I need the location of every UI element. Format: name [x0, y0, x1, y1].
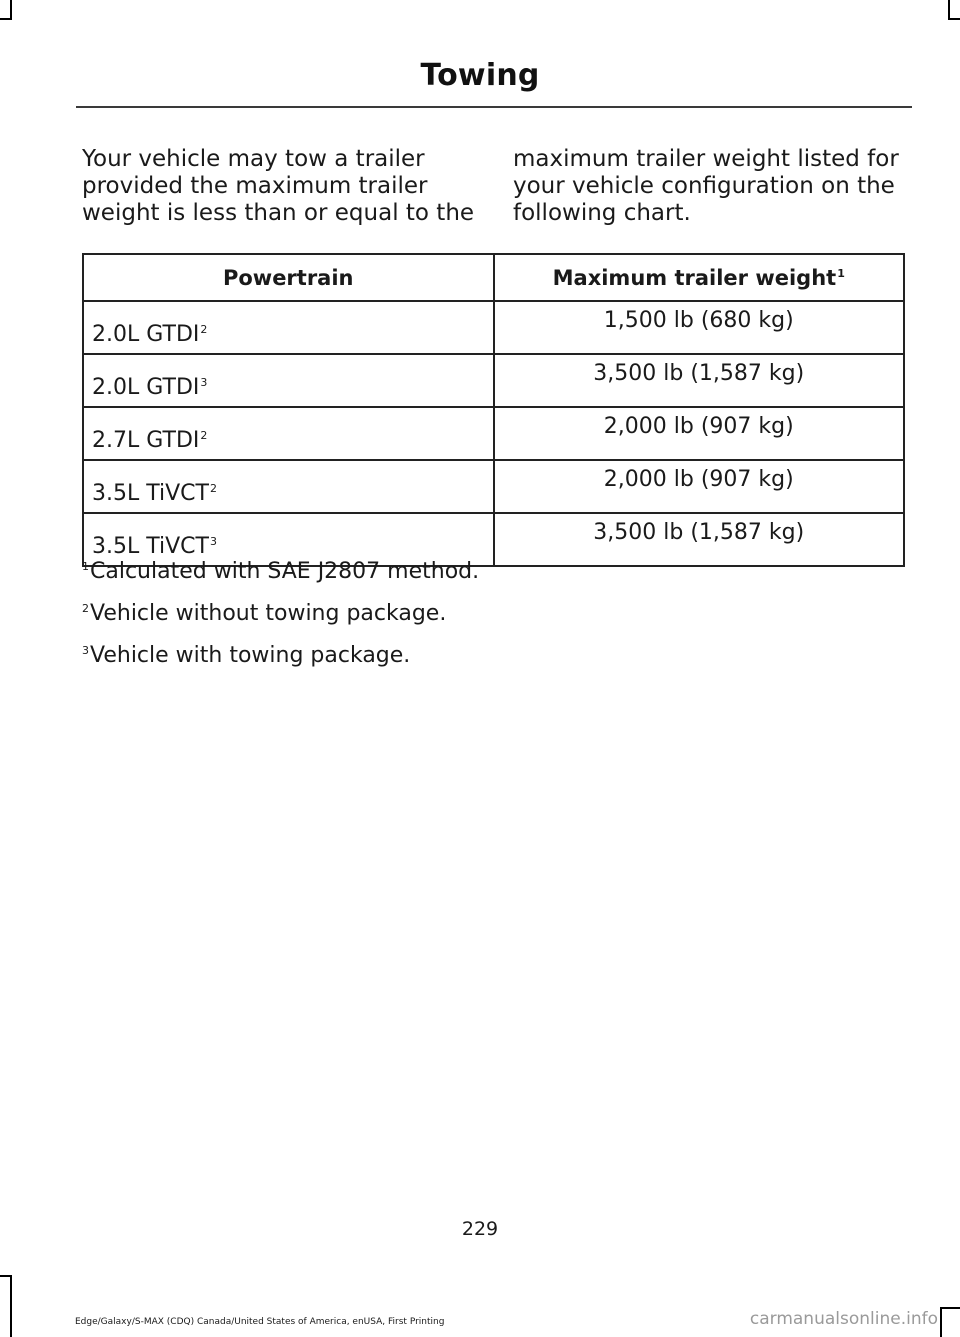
- intro-text-right: maximum trailer weight listed for your vehicle configuration on the following chart.: [513, 146, 899, 226]
- footnote-ref: 2: [209, 481, 217, 495]
- crop-mark: [10, 1277, 12, 1337]
- powertrain-cell: 2.0L GTDI$^3$: [83, 354, 494, 407]
- weight-cell: 3,500 lb (1,587 kg): [494, 354, 905, 407]
- footnote-mark: 2: [82, 601, 89, 615]
- watermark: carmanualsonline.info: [749, 1309, 938, 1329]
- crop-mark: [10, 0, 12, 20]
- intro-text-left: Your vehicle may tow a trailer provided the maximum trailer weight is less than or equal to the: [82, 146, 475, 226]
- header-max-weight: Maximum trailer weight$^1$: [494, 254, 905, 301]
- footnote-ref: 2: [200, 428, 208, 442]
- header-divider: [76, 106, 912, 108]
- crop-mark: [0, 18, 12, 20]
- crop-mark: [940, 1309, 942, 1337]
- footnote-ref: 1: [837, 266, 845, 280]
- powertrain-cell: 2.0L GTDI$^2$: [83, 301, 494, 354]
- footnote-mark: 3: [82, 643, 89, 657]
- table-row: [83, 407, 904, 460]
- crop-mark: [940, 1307, 960, 1309]
- table-row: [83, 460, 904, 513]
- footnote-mark: 1: [82, 559, 89, 573]
- intro-paragraph: [82, 146, 908, 227]
- page-title: Towing: [420, 58, 540, 93]
- footnote: $^3$Vehicle with towing package.: [82, 643, 411, 668]
- powertrain-cell: 3.5L TiVCT$^3$: [83, 513, 494, 566]
- powertrain-cell: 2.7L GTDI$^2$: [83, 407, 494, 460]
- footnote-ref: 3: [209, 534, 217, 548]
- weight-cell: 3,500 lb (1,587 kg): [494, 513, 905, 566]
- weight-cell: 1,500 lb (680 kg): [494, 301, 905, 354]
- footnotes: [82, 556, 479, 682]
- weight-cell: 2,000 lb (907 kg): [494, 460, 905, 513]
- footnote: $^2$Vehicle without towing package.: [82, 601, 447, 626]
- header-powertrain: Powertrain: [83, 254, 494, 301]
- crop-mark: [948, 18, 960, 20]
- footnote-ref: 2: [200, 322, 208, 336]
- trailer-weight-table: [82, 253, 905, 567]
- table-row: [83, 301, 904, 354]
- weight-cell: 2,000 lb (907 kg): [494, 407, 905, 460]
- print-imprint: Edge/Galaxy/S-MAX (CDQ) Canada/United States of America, enUSA, First Printing: [75, 1317, 445, 1327]
- page-number: 229: [461, 1218, 499, 1240]
- crop-mark: [0, 1275, 12, 1277]
- table-row: [83, 354, 904, 407]
- crop-mark: [948, 0, 950, 20]
- powertrain-cell: 3.5L TiVCT$^2$: [83, 460, 494, 513]
- footnote-ref: 3: [200, 375, 208, 389]
- table-header-row: [83, 254, 904, 301]
- footnote: $^1$Calculated with SAE J2807 method.: [82, 559, 480, 584]
